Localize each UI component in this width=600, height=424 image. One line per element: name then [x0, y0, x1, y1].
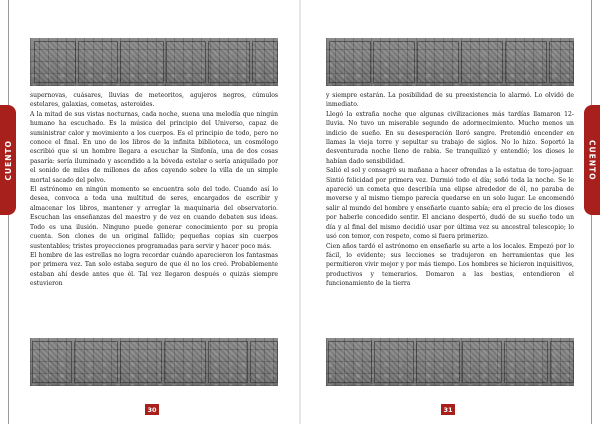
right-paragraph: Salió el sol y consagró su mañana a hacer ofrendas a la estatua de toro-jaguar. Sintió felicidad por primera vez. Durmió todo el día; soñó toda la noche. Se le apareció un cometa que describía una elipse alrededor de él, no paraba de moverse y al mismo tiempo parecía quedarse en un solo lugar. Le encomendó salir al mundo del hombre y enseñarle cuanto sabía; era el precio de los dioses por haberle concedido sentir. El anciano despertó, dudó de su sueño todo un día y al final del mismo decidió usar por última vez su ancestral telescopio; lo usó con temor, con respeto, como si fuera primerizo.: [326, 167, 574, 241]
page-number-left: 30: [145, 404, 159, 415]
right-tab-line-bottom: [591, 215, 592, 424]
right-paragraph: y siempre estarán. La posibilidad de su preexistencia lo alarmó. Lo olvidó de inmediato.: [326, 92, 574, 109]
left-paragraph: supernovas, cuásares, lluvias de meteoritos, agujeros negros, cúmulos estelares, galaxias, cometas, asteroides.: [30, 92, 278, 109]
right-page-body: [326, 91, 574, 289]
section-tab-right-label: CUENTO: [587, 139, 597, 181]
section-tab-left: [0, 105, 16, 215]
left-paragraph: El astrónomo en ningún momento se encuentra solo del todo. Cuando así lo desea, convoca a toda una multitud de seres, encargados de escribir y almacenar los libros, mantener y arreglar la maquinaria del observatorio. Escuchan las enseñanzas del maestro y de vez en cuando debaten sus ideas. Todo es una ilusión. Ninguno puede generar conocimiento por su propia cuenta. Son clones de un original fallido; pequeñas copias sin cuerpos sustentables; tristes proyecciones programadas para servir y hacer poco más.: [30, 186, 278, 250]
glyph-stone-image-bottom-left: [30, 338, 278, 386]
page-gutter: [299, 0, 301, 424]
left-tab-line-top: [8, 0, 9, 105]
glyph-stone-image-top-left: [30, 38, 278, 86]
glyph-stone-image-bottom-right: [326, 338, 574, 386]
right-paragraph: Cien años tardó el astrónomo en enseñarle su arte a los locales. Empezó por lo fácil, lo evidente; sus lecciones se tradujeron en herramientas que les permitieron vivir mejor y por más tiempo. Los hombres se hicieron inquisitivos, productivos y temerarios. Domaron a las bestias, entendieron el funcionamiento de la tierra: [326, 242, 574, 288]
page-number-right: 31: [441, 404, 455, 415]
section-tab-left-label: CUENTO: [3, 139, 13, 181]
right-paragraph: Llegó la extraña noche que algunas civilizaciones más tardías llamaron 12-lluvia. No tuvo un miserable segundo de adormecimiento. Mucho menos un indicio de sueño. En su desesperación lloró sangre. Pretendió encender en llamas la vieja torre y sepultar su trabajo de siglos. No lo hizo. Soportó la desventurada noche lleno de rabia. Se tranquilizó y entendió; los dioses le habían dado sensibilidad.: [326, 110, 574, 165]
left-tab-line-bottom: [8, 215, 9, 424]
left-page-body: [30, 91, 278, 289]
right-tab-line-top: [591, 0, 592, 105]
section-tab-right: [584, 105, 600, 215]
left-paragraph: El hombre de las estrellas no logra recordar cuándo aparecieron los fantasmas por primera vez. Tan solo estaba seguro de que él no los creó. Probablemente estaban ahí desde antes que él. Tal vez llegaron después o quizás siempre estuvieron: [30, 251, 278, 288]
glyph-stone-image-top-right: [326, 38, 574, 86]
left-paragraph: A la mitad de sus vistas nocturnas, cada noche, suena una melodía que ningún humano ha escuchado. Es la música del principio del Universo, capaz de suministrar calor y movimiento a los cuerpos. Es el principio de todo, pero no conoce el final. En uno de los libros de la infinita biblioteca, un cosmólogo escribió que si un hombre llegara a escuchar la Sinfonía, una de dos cosas pasaría: sería iluminado y ascendido a la bóveda estelar o sería aniquilado por el sonido de miles de millones de años cayendo sobre la villa de un simple mortal sacado del polvo.: [30, 110, 278, 184]
